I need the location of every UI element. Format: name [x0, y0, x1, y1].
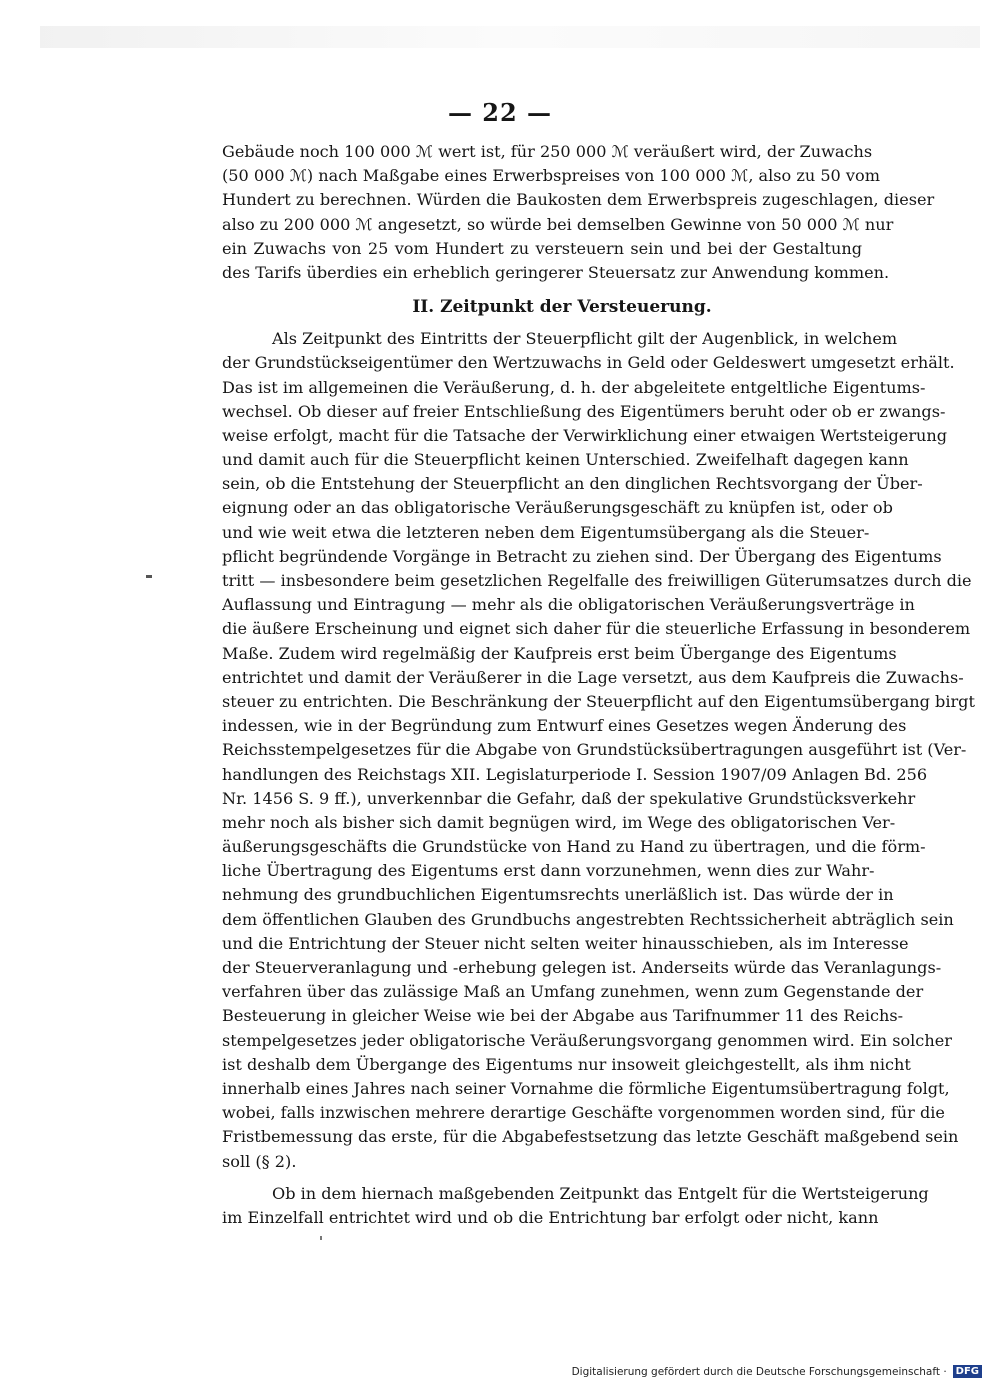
- paragraph-main: [222, 327, 975, 1174]
- text-line: steuer zu entrichten. Die Beschränkung der Steuerpflicht auf den Eigentumsübergang birgt: [222, 691, 975, 711]
- text-line: liche Übertragung des Eigentums erst dann vorzunehmen, wenn dies zur Wahr-: [222, 861, 875, 881]
- section-heading: II. Zeitpunkt der Versteuerung.: [412, 297, 712, 318]
- text-line: und die Entrichtung der Steuer nicht selten weiter hinausschieben, als im Interesse: [222, 933, 909, 953]
- dfg-logo: DFG: [953, 1365, 982, 1378]
- text-line: im Einzelfall entrichtet wird und ob die Entrichtung bar erfolgt oder nicht, kann: [222, 1207, 879, 1227]
- text-line: der Grundstückseigentümer den Wertzuwachs in Geld oder Geldeswert umgesetzt erhält.: [222, 353, 955, 373]
- text-line: mehr noch als bisher sich damit begnügen wird, im Wege des obligatorischen Ver-: [222, 812, 896, 832]
- footer: [572, 1365, 982, 1378]
- text-line: dem öffentlichen Glauben des Grundbuchs angestrebten Rechtssicherheit abträglich sein: [222, 909, 954, 929]
- text-line: ist deshalb dem Übergange des Eigentums nur insoweit gleichgestellt, als ihm nicht: [222, 1054, 911, 1074]
- text-line: Als Zeitpunkt des Eintritts der Steuerpflicht gilt der Augenblick, in welchem: [272, 329, 898, 349]
- scan-artifact: [320, 1236, 322, 1240]
- text-line: Fristbemessung das erste, für die Abgabefestsetzung das letzte Geschäft maßgebend sein: [222, 1127, 959, 1147]
- text-line: die äußere Erscheinung und eignet sich daher für die steuerliche Erfassung in besonderem: [222, 619, 971, 639]
- text-line: soll (§ 2).: [222, 1151, 297, 1171]
- text-line: Hundert zu berechnen. Würden die Baukosten dem Erwerbspreis zugeschlagen, dieser: [222, 190, 935, 210]
- text-line: weise erfolgt, macht für die Tatsache der Verwirklichung einer etwaigen Wertsteigerung: [222, 425, 948, 445]
- text-line: Gebäude noch 100 000 ℳ wert ist, für 250 000 ℳ veräußert wird, der Zuwachs: [222, 142, 873, 161]
- text-line: Das ist im allgemeinen die Veräußerung, d. h. der abgeleitete entgeltliche Eigentums-: [222, 377, 926, 397]
- text-line: verfahren über das zulässige Maß an Umfang zunehmen, wenn zum Gegenstande der: [222, 982, 924, 1002]
- text-line: indessen, wie in der Begründung zum Entwurf eines Gesetzes wegen Änderung des: [222, 716, 907, 736]
- text-line: und wie weit etwa die letzteren neben dem Eigentumsübergang als die Steuer-: [222, 522, 870, 542]
- text-line: innerhalb eines Jahres nach seiner Vornahme die förmliche Eigentumsübertragung folgt,: [222, 1078, 950, 1098]
- text-line: Nr. 1456 S. 9 ff.), unverkennbar die Gefahr, daß der spekulative Grundstücksverkehr: [222, 788, 916, 808]
- text-line: also zu 200 000 ℳ angesetzt, so würde bei demselben Gewinne von 50 000 ℳ nur: [222, 214, 894, 234]
- text-line: eignung oder an das obligatorische Veräußerungsgeschäft zu knüpfen ist, oder ob: [222, 498, 893, 518]
- text-line: äußerungsgeschäfts die Grundstücke von Hand zu Hand zu übertragen, und die förm-: [222, 837, 926, 857]
- text-line: nehmung des grundbuchlichen Eigentumsrechts unerläßlich ist. Das würde der in: [222, 885, 894, 905]
- text-line: ein Zuwachs von 25 vom Hundert zu versteuern sein und bei der Gestaltung: [222, 238, 862, 258]
- text-line: handlungen des Reichstags XII. Legislaturperiode I. Session 1907/09 Anlagen Bd. 256: [222, 764, 928, 784]
- text-line: sein, ob die Entstehung der Steuerpflicht an den dinglichen Rechtsvorgang der Über-: [222, 474, 923, 494]
- text-line: und damit auch für die Steuerpflicht keinen Unterschied. Zweifelhaft dagegen kann: [222, 450, 909, 470]
- text-line: wobei, falls inzwischen mehrere derartige Geschäfte vorgenommen worden sind, für die: [222, 1103, 945, 1123]
- scan-shadow: [40, 26, 980, 48]
- text-line: (50 000 ℳ) nach Maßgabe eines Erwerbspreises von 100 000 ℳ, also zu 50 vom: [222, 166, 880, 186]
- footer-credit: Digitalisierung gefördert durch die Deutsche Forschungsgemeinschaft ·: [571, 1365, 947, 1378]
- scan-artifact: [146, 575, 152, 578]
- text-line: entrichtet und damit der Veräußerer in die Lage versetzt, aus dem Kaufpreis die Zuwachs-: [222, 667, 964, 687]
- text-line: Maße. Zudem wird regelmäßig der Kaufpreis erst beim Übergange des Eigentums: [222, 643, 897, 663]
- text-line: Besteuerung in gleicher Weise wie bei der Abgabe aus Tarifnummer 11 des Reichs-: [222, 1006, 904, 1026]
- text-line: der Steuerveranlagung und -erhebung gelegen ist. Anderseits würde das Veranlagungs-: [222, 958, 942, 977]
- text-line: Ob in dem hiernach maßgebenden Zeitpunkt das Entgelt für die Wertsteigerung: [272, 1183, 929, 1203]
- page-number: — 22 —: [447, 98, 553, 127]
- paragraph-last: [222, 1182, 929, 1230]
- paragraph-top: [222, 140, 935, 285]
- text-line: Auflassung und Eintragung — mehr als die obligatorischen Veräußerungsverträge in: [222, 595, 915, 615]
- text-line: pflicht begründende Vorgänge in Betracht zu ziehen sind. Der Übergang des Eigentums: [222, 546, 942, 566]
- text-line: stempelgesetzes jeder obligatorische Veräußerungsvorgang genommen wird. Ein solcher: [222, 1030, 952, 1050]
- text-line: tritt — insbesondere beim gesetzlichen Regelfalle des freiwilligen Güterumsatzes durch die: [222, 571, 972, 590]
- text-line: Reichsstempelgesetzes für die Abgabe von Grundstücksübertragungen ausgeführt ist (Ver-: [222, 740, 967, 760]
- text-line: des Tarifs überdies ein erheblich geringerer Steuersatz zur Anwendung kommen.: [222, 262, 890, 282]
- text-line: wechsel. Ob dieser auf freier Entschließung des Eigentümers beruht oder ob er zwangs-: [222, 401, 946, 421]
- page-body: [222, 140, 975, 1230]
